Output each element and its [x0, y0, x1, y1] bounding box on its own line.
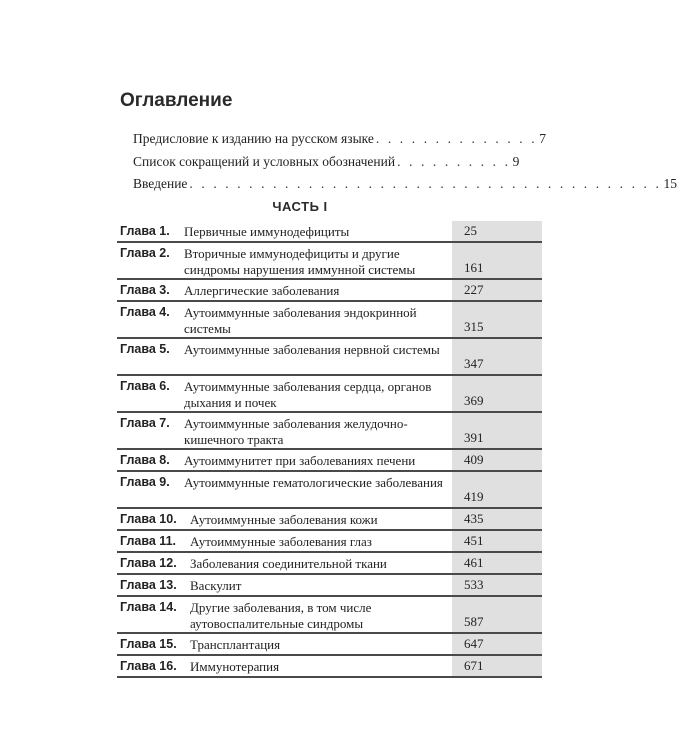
chapter-label: Глава 4. [120, 305, 170, 319]
chapter-label: Глава 2. [120, 246, 170, 260]
chapter-label: Глава 13. [120, 578, 177, 592]
entry-page: 7 [539, 131, 546, 146]
chapter-title: Аутоиммунные заболевания сердца, органов дыхания и почек [184, 379, 432, 410]
entry-page: 9 [512, 154, 520, 169]
chapter-row[interactable] [117, 553, 542, 575]
entry-page: 15 [663, 176, 677, 191]
chapter-page: 25 [452, 221, 542, 241]
chapter-label: Глава 1. [120, 224, 170, 238]
chapter-row[interactable] [117, 221, 542, 243]
chapter-label: Глава 8. [120, 453, 170, 467]
chapter-title: Трансплантация [190, 637, 281, 652]
chapter-row[interactable] [117, 243, 542, 280]
chapter-label: Глава 12. [120, 556, 177, 570]
chapter-list [117, 221, 542, 678]
leader-dots: . . . . . . . . . . [397, 154, 511, 169]
chapter-title: Аллергические заболевания [184, 283, 340, 298]
chapter-page: 161 [452, 243, 542, 278]
chapter-title: Аутоиммунные заболевания глаз [190, 534, 372, 549]
chapter-page: 671 [452, 656, 542, 676]
chapter-title: Аутоиммунные заболевания эндокринной системы [184, 305, 417, 336]
front-matter-entry[interactable] [133, 131, 546, 147]
chapter-page: 435 [452, 509, 542, 529]
part-heading: ЧАСТЬ I [272, 199, 328, 214]
chapter-page: 391 [452, 413, 542, 448]
chapter-row[interactable] [117, 450, 542, 472]
chapter-page: 451 [452, 531, 542, 551]
leader-dots: . . . . . . . . . . . . . . [375, 131, 538, 146]
chapter-title: Васкулит [190, 578, 242, 593]
chapter-row[interactable] [117, 280, 542, 302]
chapter-row[interactable] [117, 634, 542, 656]
entry-title: Предисловие к изданию на русском языке [133, 131, 374, 146]
chapter-title: Аутоиммунные заболевания желудочно-кишечного тракта [184, 416, 408, 447]
chapter-title: Аутоиммунные заболевания кожи [190, 512, 378, 527]
chapter-label: Глава 5. [120, 342, 170, 356]
chapter-page: 227 [452, 280, 542, 300]
front-matter-entry[interactable] [133, 176, 677, 192]
chapter-label: Глава 6. [120, 379, 170, 393]
chapter-page: 647 [452, 634, 542, 654]
page-title: Оглавление [120, 90, 233, 111]
chapter-title: Аутоиммунные гематологические заболевания [184, 475, 443, 490]
chapter-page: 347 [452, 339, 542, 374]
chapter-page: 409 [452, 450, 542, 470]
chapter-label: Глава 16. [120, 659, 177, 673]
chapter-page: 461 [452, 553, 542, 573]
chapter-page: 315 [452, 302, 542, 337]
leader-dots: . . . . . . . . . . . . . . . . . . . . . . . . . . . . . . . . . . . . . . . . [189, 176, 662, 191]
chapter-row[interactable] [117, 531, 542, 553]
chapter-row[interactable] [117, 413, 542, 450]
chapter-label: Глава 14. [120, 600, 177, 614]
chapter-row[interactable] [117, 472, 542, 509]
chapter-row[interactable] [117, 376, 542, 413]
chapter-label: Глава 3. [120, 283, 170, 297]
entry-title: Список сокращений и условных обозначений [133, 154, 396, 169]
chapter-row[interactable] [117, 339, 542, 376]
chapter-label: Глава 10. [120, 512, 177, 526]
chapter-title: Аутоиммунитет при заболеваниях печени [184, 453, 416, 468]
chapter-label: Глава 15. [120, 637, 177, 651]
chapter-title: Иммунотерапия [190, 659, 280, 674]
chapter-label: Глава 7. [120, 416, 170, 430]
chapter-page: 419 [452, 472, 542, 507]
chapter-row[interactable] [117, 575, 542, 597]
chapter-title: Первичные иммунодефициты [184, 224, 350, 239]
chapter-row[interactable] [117, 509, 542, 531]
chapter-row[interactable] [117, 597, 542, 634]
chapter-page: 369 [452, 376, 542, 411]
entry-title: Введение [133, 176, 188, 191]
chapter-title: Аутоиммунные заболевания нервной системы [184, 342, 440, 357]
chapter-label: Глава 9. [120, 475, 170, 489]
chapter-page: 587 [452, 597, 542, 632]
front-matter-entry[interactable] [133, 154, 520, 170]
chapter-title: Другие заболевания, в том числе аутовоспалительные синдромы [190, 600, 372, 631]
chapter-label: Глава 11. [120, 534, 176, 548]
chapter-row[interactable] [117, 656, 542, 678]
chapter-title: Вторичные иммунодефициты и другие синдромы нарушения иммунной системы [184, 246, 416, 277]
chapter-row[interactable] [117, 302, 542, 339]
chapter-title: Заболевания соединительной ткани [190, 556, 387, 571]
chapter-page: 533 [452, 575, 542, 595]
